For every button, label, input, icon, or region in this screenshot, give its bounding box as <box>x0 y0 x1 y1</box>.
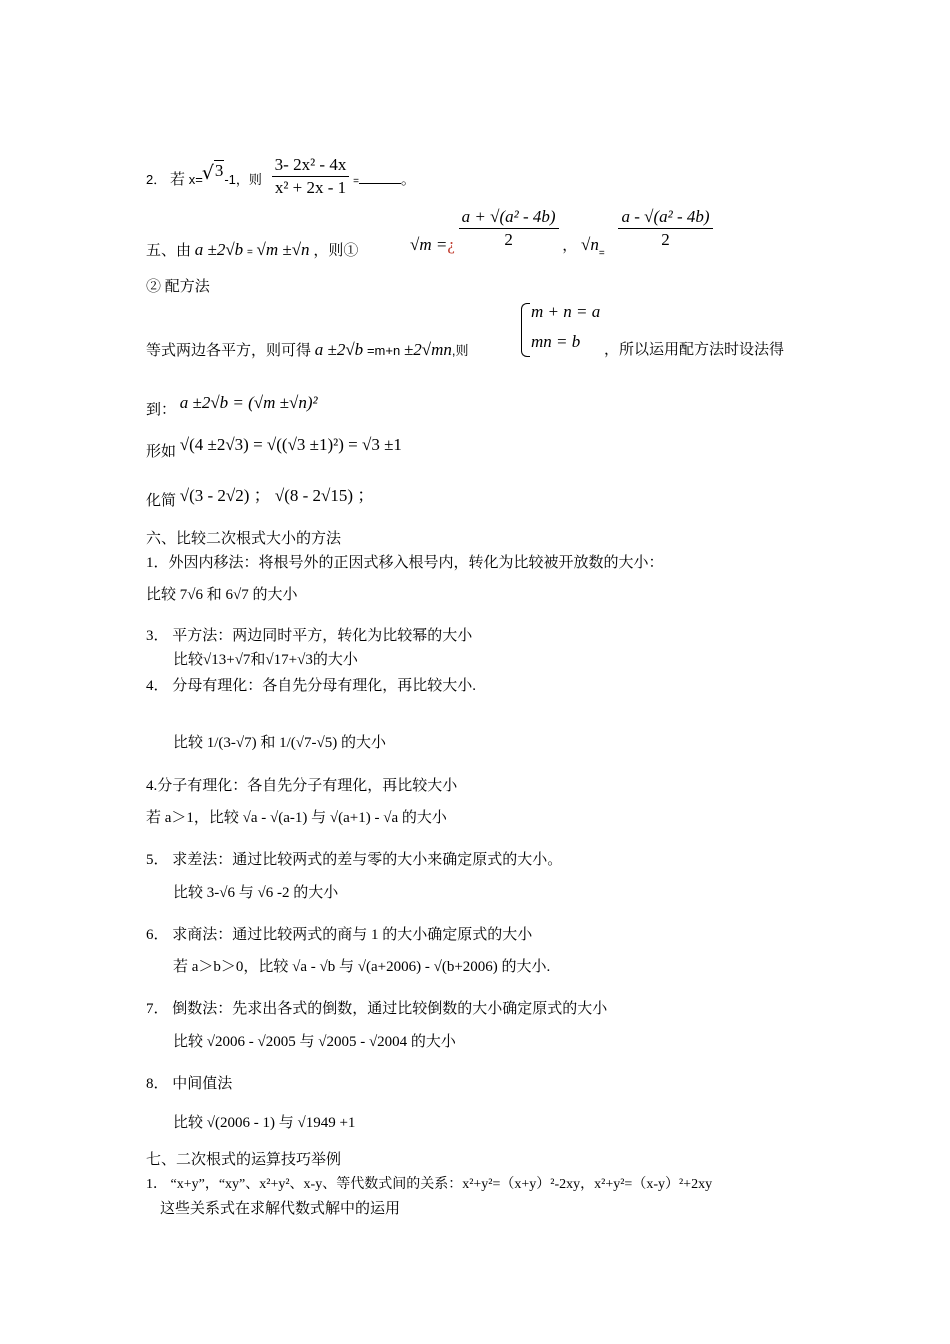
m-formula: √m =¿ $\frac{\text{a + √(a² - 4b)}}{2}$ ， $√n_=$ $\frac{\text{a - √(a² - 4b)}}{2}$ <box>410 206 713 251</box>
m-fraction: $\frac{\text{a + √(a² - 4b)}}{2}$ <box>459 206 559 251</box>
q2-fraction: $\frac{\text{3- 2x² - 4x}}{\text{x² + 2x - 1}}$ <box>272 154 350 199</box>
method-2-title: ② 配方法 <box>146 279 210 295</box>
section-5-title: 五、由 <box>146 243 192 259</box>
question-text: 若 <box>169 171 185 188</box>
question-number: 2． <box>146 171 167 187</box>
sqrt3-radical: √ 3 <box>203 160 225 181</box>
method-7-example: 比较 √2006 - √2005 与 √2005 - √2004 的大小 <box>173 1034 456 1050</box>
method-4b: 4.分子有理化：各自先分子有理化，再比较大小 <box>146 778 458 794</box>
lhs-expr: a ±2√b <box>194 240 244 259</box>
system-eq-2: mn = b <box>531 332 581 351</box>
method-4-example: 比较 1/(3-√7) 和 1/(√7-√5) 的大小 <box>173 735 387 751</box>
simplify-example: 化简 √(3 - 2√2) ； √(8 - 2√15) ； <box>146 486 375 509</box>
form-example: 形如 √(4 ±2√3) = √((√3 ±1)²) = √3 ±1 <box>146 435 402 460</box>
section-7-title: 七、二次根式的运算技巧举例 <box>146 1152 342 1168</box>
method-4: 4． 分母有理化：各自先分母有理化，再比较大小. <box>146 678 477 694</box>
section-6-title: 六、比较二次根式大小的方法 <box>146 531 342 547</box>
square-derivation: 等式两边各平方，则可得 a ±2√b =m+n ±2√mn,则 <box>146 340 469 359</box>
method-7: 7． 倒数法：先求出各式的倒数，通过比较倒数的大小确定原式的大小 <box>146 1001 608 1017</box>
question-2: 2． 若 x=√ 3-1，则 $\frac{\text{3- 2x² - 4x}}{\text{x² + 2x - 1}}$ = 。 <box>146 158 416 203</box>
rhs-expr: √m ±√n <box>256 240 310 259</box>
system-eq-1: m + n = a <box>531 302 601 321</box>
n-fraction: $\frac{\text{a - √(a² - 4b)}}{2}$ <box>618 206 712 251</box>
method-5-example: 比较 3-√6 与 √6 -2 的大小 <box>173 885 339 901</box>
answer-blank <box>359 171 401 184</box>
method-6: 6． 求商法：通过比较两式的商与 1 的大小确定原式的大小 <box>146 927 533 943</box>
method-3: 3． 平方法：两边同时平方，转化为比较幂的大小 <box>146 628 473 644</box>
unknown-char: ¿ <box>447 234 455 254</box>
method-8-example: 比较 √(2006 - 1) 与 √1949 +1 <box>173 1115 356 1131</box>
method-8: 8． 中间值法 <box>146 1076 233 1092</box>
section-5-formula: 五、由 a ±2√b = √m ±√n ，则① <box>146 240 359 259</box>
method-3-example: 比较√13+√7和√17+√3的大小 <box>173 652 358 668</box>
method-4b-example: 若 a＞1，比较 √a - √(a-1) 与 √(a+1) - √a 的大小 <box>146 810 447 826</box>
item-1-continued: 这些关系式在求解代数式解中的运用 <box>160 1201 401 1217</box>
system-brace <box>521 303 530 357</box>
method-5: 5． 求差法：通过比较两式的差与零的大小来确定原式的大小。 <box>146 852 563 868</box>
method-6-example: 若 a＞b＞0，比较 √a - √b 与 √(a+2006) - √(b+2006) 的大小. <box>173 959 551 975</box>
method-1-example: 比较 7√6 和 6√7 的大小 <box>146 587 298 603</box>
dao-line: 到： a ±2√b = (√m ±√n)² <box>146 393 318 418</box>
square-tail: ，所以运用配方法时设法得 <box>604 342 785 358</box>
item-1: 1． “x+y”，“xy”、x²+y²、x-y、等代数式间的关系：x²+y²=（x+y）²-2xy，x²+y²=（x-y）²+2xy <box>146 1177 713 1192</box>
method-1: 1．外因内移法：将根号外的正因式移入根号内，转化为比较被开放数的大小： <box>146 555 664 571</box>
